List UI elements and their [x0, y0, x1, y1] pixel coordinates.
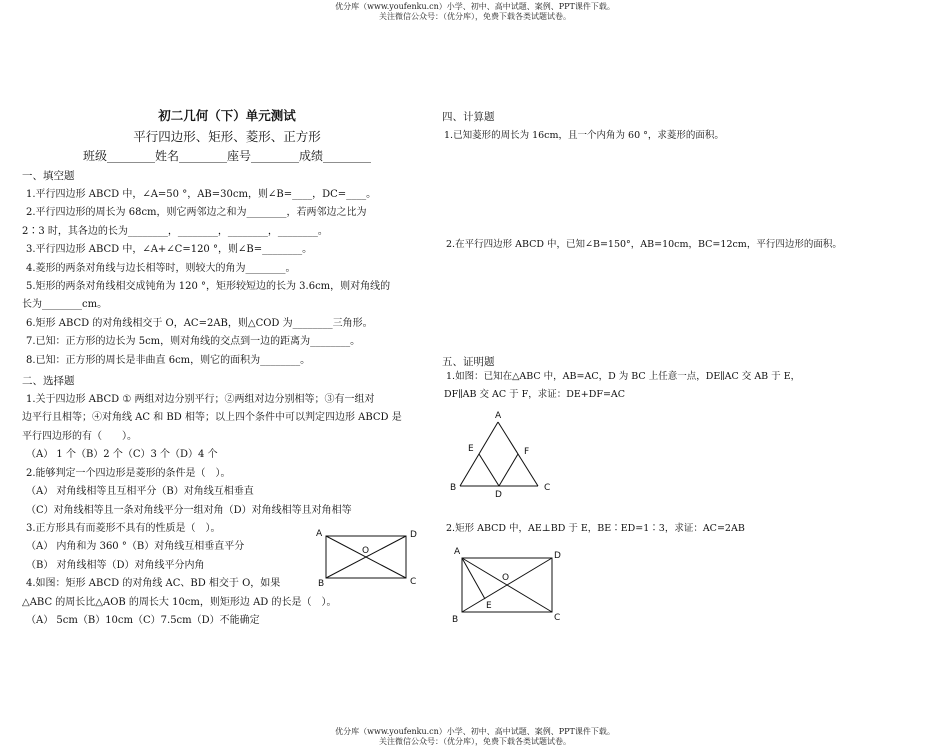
calc-question-1: 1.已知菱形的周长为 16cm，且一个内角为 60 °，求菱形的面积。: [444, 130, 724, 141]
label-c: C: [410, 577, 417, 587]
fill-question: 3.平行四边形 ABCD 中，∠A+∠C=120 °，则∠B=________。: [26, 244, 313, 256]
fill-question: 1.平行四边形 ABCD 中，∠A=50 °，AB=30cm，则∠B=____，DC=____。: [26, 189, 377, 200]
triangle-diagram: [446, 408, 558, 500]
fill-question: 长为________cm。: [22, 299, 108, 311]
student-info-line: 班级________姓名________座号________成绩________: [82, 149, 371, 163]
segment-df: [499, 454, 518, 486]
choice-question: 3.正方形具有而菱形不具有的性质是（ ）。: [26, 522, 221, 534]
label-o: O: [502, 573, 510, 583]
choice-option: （A） 5cm（B）10cm（C）7.5cm（D）不能确定: [26, 614, 260, 626]
segment-de: [479, 454, 499, 486]
choice-question: 4.如图：矩形 ABCD 的对角线 AC、BD 相交于 O，如果: [26, 578, 281, 590]
page-footer: [0, 727, 950, 747]
choice-option: （A） 1 个（B）2 个（C）3 个（D）4 个: [26, 449, 218, 461]
fill-question: 2.平行四边形的周长为 68cm，则它两邻边之和为________，若两邻边之比为: [26, 207, 367, 219]
choice-option: （A） 对角线相等且互相平分（B）对角线互相垂直: [26, 486, 254, 498]
label-b: B: [452, 615, 459, 624]
rectangle-perpendicular-diagram: [448, 542, 572, 624]
footer-line-2: 关注微信公众号：（优分库），免费下载各类试题试卷。: [379, 737, 571, 746]
calc-question-2: 2.在平行四边形 ABCD 中，已知∠B=150°，AB=10cm，BC=12cm，平行四边形的面积。: [446, 239, 842, 250]
footer-line-1: 优分库（www.youfenku.cn）小学、初中、高中试题、案例、PPT课件下载。: [335, 727, 615, 736]
section-fill-blank-heading: 一、填空题: [22, 170, 75, 182]
label-a: A: [316, 529, 323, 539]
page-subtitle: 平行四边形、矩形、菱形、正方形: [133, 129, 321, 144]
fill-question: 6.矩形 ABCD 的对角线相交于 O，AC=2AB，则△COD 为________三角形。: [26, 317, 373, 329]
label-o: O: [362, 546, 370, 556]
section-choice-heading: 二、选择题: [22, 375, 75, 388]
choice-option: （C）对角线相等且一条对角线平分一组对角（D）对角线相等且对角相等: [26, 504, 352, 516]
label-c: C: [554, 613, 561, 623]
rectangle-diagram: [312, 526, 424, 590]
label-d: D: [410, 530, 417, 540]
section-calc-heading: 四、计算题: [442, 111, 495, 123]
choice-question: 边平行且相等；④对角线 AC 和 BD 相等；以上四个条件中可以判定四边形 ABCD 是: [22, 412, 402, 424]
label-b: B: [450, 483, 457, 493]
header-line-2: 关注微信公众号：（优分库），免费下载各类试题试卷。: [379, 12, 571, 21]
label-e: E: [486, 601, 492, 611]
label-b: B: [318, 579, 325, 589]
choice-question: △ABC 的周长比△AOB 的周长大 10cm，则矩形边 AD 的长是（ ）。: [22, 596, 337, 608]
section-proof-heading: 五、证明题: [442, 356, 495, 368]
page-title: 初二几何（下）单元测试: [158, 108, 296, 123]
proof-question-1-line-2: DF∥AB 交 AC 于 F，求证：DE+DF=AC: [444, 389, 626, 400]
proof-question-1-line-1: 1.如图：已知在△ABC 中，AB=AC，D 为 BC 上任意一点，DE∥AC 交 AB 于 E，: [446, 371, 801, 382]
label-d: D: [495, 490, 502, 500]
fill-question: 2∶3 时，其各边的长为________，________，________，________。: [22, 225, 328, 237]
label-a: A: [495, 411, 502, 421]
choice-question: 1.关于四边形 ABCD ① 两组对边分别平行；②两组对边分别相等；③有一组对: [26, 394, 375, 406]
fill-question: 5.矩形的两条对角线相交成钝角为 120 °，矩形较短边的长为 3.6cm，则对角线的: [26, 281, 391, 293]
segment-ae: [462, 558, 485, 599]
choice-option: （B） 对角线相等（D）对角线平分内角: [26, 559, 205, 571]
header-line-1: 优分库（www.youfenku.cn）小学、初中、高中试题、案例、PPT课件下载。: [335, 2, 615, 11]
label-f: F: [524, 447, 530, 457]
fill-question: 8.已知：正方形的周长是非曲直 6cm，则它的面积为________。: [26, 354, 311, 366]
fill-question: 4.菱形的两条对角线与边长相等时，则较大的角为________。: [26, 262, 296, 274]
choice-question: 平行四边形的有（ ）。: [22, 430, 137, 442]
fill-question: 7.已知：正方形的边长为 5cm，则对角线的交点到一边的距离为________。: [26, 336, 361, 348]
label-c: C: [544, 483, 551, 493]
page-header: [0, 2, 950, 22]
proof-question-2: 2.矩形 ABCD 中，AE⊥BD 于 E，BE∶ED=1∶3，求证：AC=2AB: [446, 523, 745, 534]
label-a: A: [454, 547, 461, 557]
label-e: E: [468, 444, 474, 454]
choice-question: 2.能够判定一个四边形是菱形的条件是（ ）。: [26, 467, 231, 479]
label-d: D: [554, 551, 561, 561]
right-column: [442, 106, 932, 145]
choice-option: （A） 内角和为 360 °（B）对角线互相垂直平分: [26, 541, 245, 553]
